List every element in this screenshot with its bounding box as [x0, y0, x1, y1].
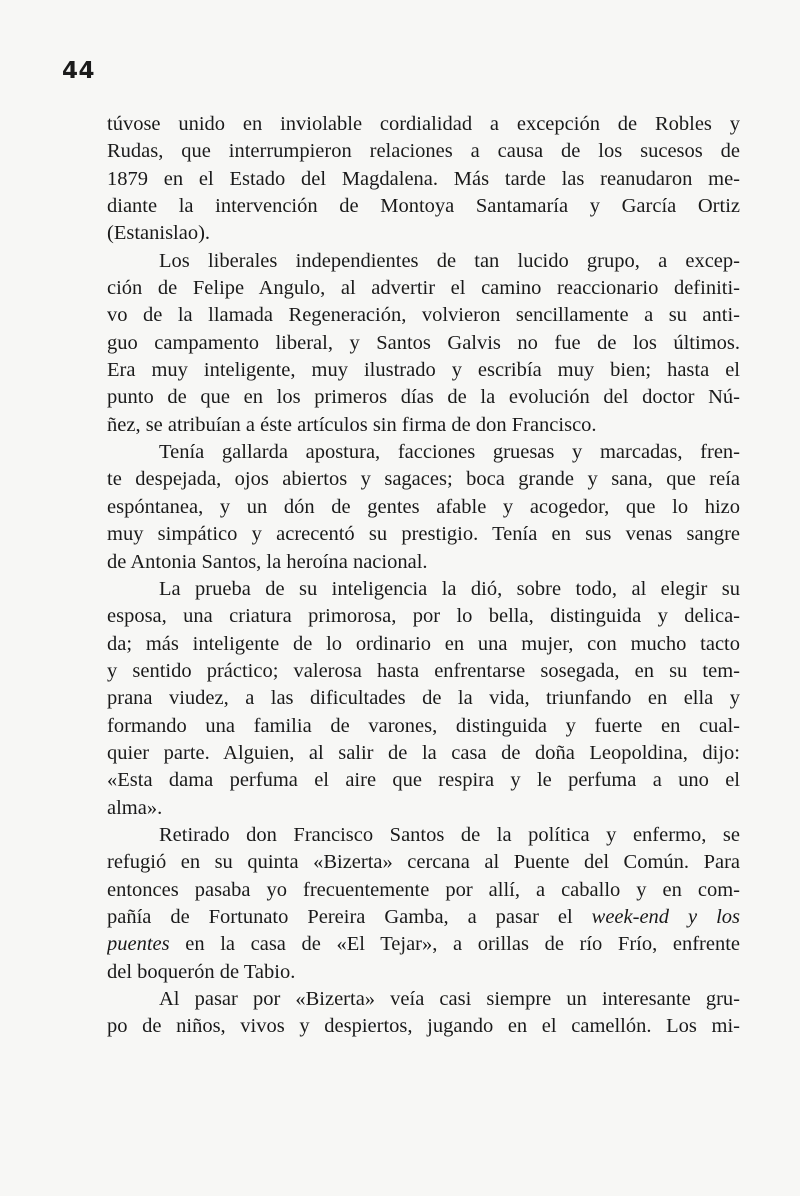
text-line: alma».: [107, 796, 163, 819]
text-line: y sentido práctico; valerosa hasta enfrentarse sosegada, en su tem-: [107, 659, 740, 682]
text-line: vo de la llamada Regeneración, volvieron sencillamente a su anti-: [107, 304, 740, 327]
text-line: formando una familia de varones, distinguida y fuerte en cual-: [107, 714, 740, 737]
page-number: 44: [62, 58, 96, 84]
text-line: Era muy inteligente, muy ilustrado y escribía muy bien; hasta el: [107, 359, 740, 382]
text-line: 1879 en el Estado del Magdalena. Más tarde las reanudaron me-: [107, 167, 740, 190]
text-line: puentes en la casa de «El Tejar», a orillas de río Frío, enfrente: [107, 933, 740, 956]
text-line: del boquerón de Tabio.: [107, 960, 296, 983]
text-line: po de niños, vivos y despiertos, jugando en el camellón. Los mi-: [107, 1015, 740, 1038]
text-line: espóntanea, y un dón de gentes afable y acogedor, que lo hizo: [107, 495, 740, 518]
text-line: punto de que en los primeros días de la evolución del doctor Nú-: [107, 386, 740, 409]
text-line: refugió en su quinta «Bizerta» cercana al Puente del Común. Para: [107, 851, 740, 874]
text-line: quier parte. Alguien, al salir de la casa de doña Leopoldina, dijo:: [107, 741, 740, 764]
text-line: Rudas, que interrumpieron relaciones a causa de los sucesos de: [107, 140, 740, 163]
text-line: esposa, una criatura primorosa, por lo bella, distinguida y delica-: [107, 605, 740, 628]
text-line: ñez, se atribuían a éste artículos sin firma de don Francisco.: [107, 413, 597, 436]
body-text: [107, 111, 740, 1041]
text-line: entonces pasaba yo frecuentemente por allí, a caballo y en com-: [107, 878, 740, 901]
text-line: túvose unido en inviolable cordialidad a excepción de Robles y: [107, 113, 740, 135]
text-line: Tenía gallarda apostura, facciones gruesas y marcadas, fren-: [159, 441, 740, 464]
text-line: Retirado don Francisco Santos de la política y enfermo, se: [159, 823, 740, 846]
text-line: pañía de Fortunato Pereira Gamba, a pasar el week-end y los: [107, 905, 740, 928]
italic-term: week-end y los: [591, 905, 740, 928]
text-line: «Esta dama perfuma el aire que respira y le perfuma a uno el: [107, 769, 740, 792]
text-line: ción de Felipe Angulo, al advertir el camino reaccionario definiti-: [107, 277, 740, 300]
text-line: guo campamento liberal, y Santos Galvis no fue de los últimos.: [107, 331, 740, 354]
text-line: Al pasar por «Bizerta» veía casi siempre un interesante gru-: [159, 988, 740, 1010]
text-line: de Antonia Santos, la heroína nacional.: [107, 550, 428, 573]
text-line: prana viudez, a las dificultades de la vida, triunfando en ella y: [107, 687, 740, 710]
text-line: (Estanislao).: [107, 222, 211, 245]
italic-term: puentes: [107, 933, 170, 956]
text-line: da; más inteligente de lo ordinario en una mujer, con mucho tacto: [107, 632, 740, 655]
text-line: te despejada, ojos abiertos y sagaces; boca grande y sana, que reía: [107, 468, 740, 491]
text-line: Los liberales independientes de tan lucido grupo, a excep-: [159, 249, 740, 272]
text-line: muy simpático y acrecentó su prestigio. Tenía en sus venas sangre: [107, 523, 740, 546]
text-line: diante la intervención de Montoya Santamaría y García Ortiz: [107, 195, 740, 218]
text-line: La prueba de su inteligencia la dió, sobre todo, al elegir su: [159, 577, 740, 600]
